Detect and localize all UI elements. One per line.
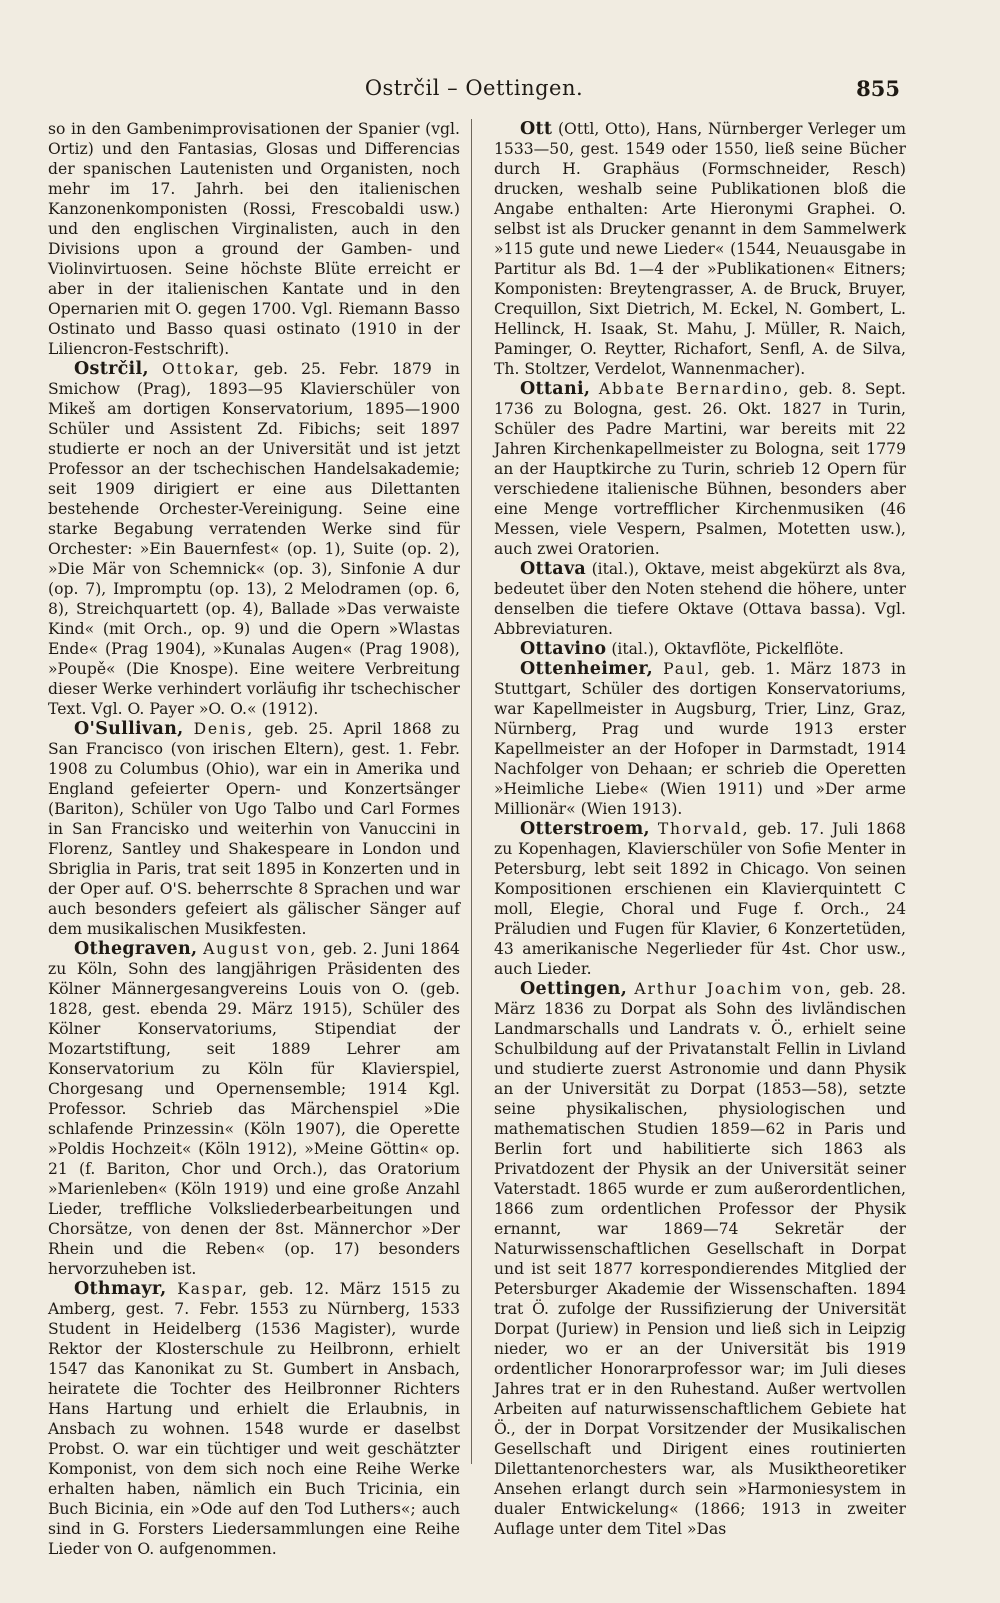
entry-oettingen	[494, 979, 906, 1539]
entry-given-name: Arthur Joachim von,	[634, 980, 833, 998]
entry-othegraven	[48, 939, 460, 1279]
entry-headword: Ottava	[520, 559, 587, 579]
entry-headword: Otterstroem,	[520, 819, 650, 839]
entry-given-name: Thorvald,	[657, 820, 750, 838]
right-column	[494, 119, 906, 1539]
entry-headword: Othmayr,	[74, 1279, 167, 1299]
entry-text: Oktave, meist abgekürzt als 8va, bedeutet über den Noten stehend die höhere, unter denselben die tiefere Oktave (Ottava bassa). Vgl. Abbreviaturen.	[494, 560, 906, 638]
column-divider	[471, 119, 472, 1464]
entry-text: geb. 25. Febr. 1879 in Smichow (Prag), 1893—95 Klavierschüler von Mikeš am dortigen Konservatorium, 1895—1900 Schüler und Assistent Zd. Fibichs; seit 1897 studierte er noch an der Universität und ist jetzt Professor an der tschechischen Handelsakademie; seit 1909 dirigiert er eine aus Dilettanten bestehende Orchester-Vereinigung. Seine eine starke Begabung verratenden Werke sind für Orchester: »Ein Bauernfest« (op. 1), Suite (op. 2), »Die Mär von Schemnick« (op. 3), Sinfonie A dur (op. 7), Impromptu (op. 13), 2 Melodramen (op. 6, 8), Streichquartett (op. 4), Ballade »Das verwaiste Kind« (mit Orch., op. 9) und die Opern »Wlastas Ende« (Prag 1904), »Kunalas Augen« (Prag 1908), »Poupě« (Die Knospe). Eine weitere Verbreitung dieser Werke verhindert vorläufig ihr tschechischer Text. Vgl. O. Payer »O. O.« (1912).	[48, 360, 460, 718]
entry-ottavino	[494, 639, 906, 659]
entry-given-name: (Ottl, Otto), Hans,	[557, 120, 703, 138]
page-header	[48, 76, 900, 110]
entry-headword: Ottavino	[520, 639, 607, 659]
entry-given-name: August von,	[203, 940, 318, 958]
entry-text: geb. 28. März 1836 zu Dorpat als Sohn des livländischen Landmarschalls und Landrats v. Ö., erhielt seine Schulbildung auf der Privatanstalt Fellin in Livland und studierte zuerst Astronomie und dann Physik an der Universität zu Dorpat (1853—58), setzte seine physikalischen, physiologischen und mathematischen Studien 1859—62 in Paris und Berlin fort und habilitierte sich 1863 als Privatdozent der Physik an der Universität seiner Vaterstadt. 1865 wurde er zum außerordentlichen, 1866 zum ordentlichen Professor der Physik ernannt, war 1869—74 Sekretär der Naturwissenschaftlichen Gesellschaft in Dorpat und ist seit 1877 korrespondierendes Mitglied der Petersburger Akademie der Wissenschaften. 1894 trat Ö. zufolge der Russifizierung der Universität Dorpat (Juriew) in Pension und ließ sich in Leipzig nieder, wo er an der Universität bis 1919 ordentlicher Honorarprofessor war; im Juli dieses Jahres trat er in den Ruhestand. Außer wertvollen Arbeiten auf naturwissenschaftlichem Gebiete hat Ö., der in Dorpat Vorsitzender der Musikalischen Gesellschaft und Dirigent eines routinierten Dilettantenorchesters war, als Musiktheoretiker Ansehen erlangt durch sein »Harmoniesystem in dualer Entwickelung« (1866; 1913 in zweiter Auflage unter dem Titel »Das	[494, 980, 906, 1538]
entry-ottenheimer	[494, 659, 906, 819]
entry-osullivan	[48, 719, 460, 939]
entry-text: Nürnberger Verleger um 1533—50, gest. 1549 oder 1550, ließ seine Bücher durch H. Graphäus (Formschneider, Resch) drucken, weshalb seine Publikationen bloß die Angabe enthalten: Arte Hieronymi Graphei. O. selbst ist als Drucker genannt in dem Sammelwerk »115 gute und newe Lieder« (1544, Neuausgabe in Partitur als Bd. 1—4 der »Publikationen« Eitners; Komponisten: Breytengrasser, A. de Bruck, Bruyer, Crequillon, Sixt Dietrich, M. Eckel, N. Gombert, L. Hellinck, H. Isaak, St. Mahu, J. Müller, R. Naich, Paminger, O. Reytter, Richafort, Senfl, A. de Silva, Th. Stoltzer, Verdelot, Wannenmacher).	[494, 120, 906, 378]
entry-text: geb. 8. Sept. 1736 zu Bologna, gest. 26. Okt. 1827 in Turin, Schüler des Padre Martini, war bereits mit 22 Jahren Kirchenkapellmeister zu Bologna, seit 1779 an der Hauptkirche zu Turin, schrieb 12 Opern für verschiedene italienische Bühnen, besonders aber eine Menge vortrefflicher Kirchenmusiken (46 Messen, viele Vespern, Psalmen, Motetten usw.), auch zwei Oratorien.	[494, 380, 906, 558]
entry-given-name: Ottokar,	[162, 360, 241, 378]
entry-given-name: Kaspar,	[177, 1280, 249, 1298]
entry-given-name: Paul,	[663, 660, 712, 678]
entry-given-name: (ital.),	[611, 640, 659, 658]
entry-ottava	[494, 559, 906, 639]
entry-continuation	[48, 119, 460, 359]
entry-headword: O'Sullivan,	[74, 719, 184, 739]
left-column	[48, 119, 460, 1559]
entry-text: geb. 12. März 1515 zu Amberg, gest. 7. Febr. 1553 zu Nürnberg, 1533 Student in Heidelberg (1536 Magister), wurde Rektor der Klosterschule zu Heilbronn, erhielt 1547 das Kanonikat zu St. Gumbert in Ansbach, heiratete die Tochter des Heilbronner Richters Hans Hartung und erhielt die Erlaubnis, in Ansbach zu wohnen. 1548 wurde er daselbst Probst. O. war ein tüchtiger und weit geschätzter Komponist, von dem sich noch eine Reihe Werke erhalten haben, nämlich ein Buch Tricinia, ein Buch Bicinia, ein »Ode auf den Tod Luthers«; auch sind in G. Forsters Liedersammlungen eine Reihe Lieder von O. aufgenommen.	[48, 1280, 460, 1558]
entry-text: Oktavflöte, Pickelflöte.	[663, 640, 844, 658]
entry-given-name: Abbate Bernardino,	[598, 380, 791, 398]
entry-othmayr	[48, 1279, 460, 1559]
entry-otterstroem	[494, 819, 906, 979]
entry-text: geb. 25. April 1868 zu San Francisco (von irischen Eltern), gest. 1. Febr. 1908 zu Columbus (Ohio), war ein in Amerika und England gefeierter Opern- und Konzertsänger (Bariton), Schüler von Ugo Talbo und Carl Formes in San Francisko und weiterhin von Vanuccini in Florenz, Santley und Shakespeare in London und Sbriglia in Paris, trat seit 1895 in Konzerten und in der Oper auf. O'S. beherrschte 8 Sprachen und war auch besonders gefeiert als gälischer Sänger auf dem musikalischen Musikfesten.	[48, 720, 460, 938]
entry-text: geb. 2. Juni 1864 zu Köln, Sohn des langjährigen Präsidenten des Kölner Männergesangvereins Louis von O. (geb. 1828, gest. ebenda 29. März 1915), Schüler des Kölner Konservatoriums, Stipendiat der Mozartstiftung, seit 1889 Lehrer am Konservatorium zu Köln für Klavierspiel, Chorgesang und Opernensemble; 1914 Kgl. Professor. Schrieb das Märchenspiel »Die schlafende Prinzessin« (Köln 1907), die Operette »Poldis Hochzeit« (Köln 1912), »Meine Göttin« op. 21 (f. Bariton, Chor und Orch.), das Oratorium »Marienleben« (Köln 1919) und eine große Anzahl Lieder, treffliche Volksliederbearbeitungen und Chorsätze, von denen der 8st. Männerchor »Der Rhein und die Reben« (op. 17) besonders hervorzuheben ist.	[48, 940, 460, 1278]
entry-headword: Oettingen,	[520, 979, 628, 999]
entry-headword: Ottani,	[520, 379, 591, 399]
entry-text: geb. 17. Juli 1868 zu Kopenhagen, Klavierschüler von Sofie Menter in Petersburg, lebt seit 1892 in Chicago. Von seinen Kompositionen erschienen ein Klavierquintett C moll, Elegie, Choral und Fuge f. Orch., 24 Präludien und Fugen für Klavier, 6 Konzertetüden, 43 amerikanische Negerlieder für 4st. Chor usw., auch Lieder.	[494, 820, 906, 978]
entry-text: so in den Gambenimprovisationen der Spanier (vgl. Ortiz) und den Fantasias, Glosas und Differencias der spanischen Lautenisten und Organisten, noch mehr im 17. Jahrh. bei den italienischen Kanzonenkomponisten (Rossi, Frescobaldi usw.) und den englischen Virginalisten, auch in den Divisions upon a ground der Gamben- und Violinvirtuosen. Seine höchste Blüte erreicht er aber in der italienischen Kantate und in den Opernarien mit O. gegen 1700. Vgl. Riemann Basso Ostinato und Basso quasi ostinato (1910 in der Liliencron-Festschrift).	[48, 120, 460, 358]
entry-headword: Othegraven,	[74, 939, 198, 959]
entry-headword: Ott	[520, 119, 553, 139]
entry-given-name: (ital.),	[591, 560, 640, 578]
entry-ostrcil	[48, 359, 460, 719]
entry-text: geb. 1. März 1873 in Stuttgart, Schüler des dortigen Konservatoriums, war Kapellmeister in Augsburg, Trier, Linz, Graz, Nürnberg, Prag und wurde 1913 erster Kapellmeister an der Hofoper in Darmstadt, 1914 Nachfolger von Dehaan; er schrieb die Operetten »Heimliche Liebe« (Wien 1911) und »Der arme Millionär« (Wien 1913).	[494, 660, 906, 818]
running-title: Ostrčil – Oettingen.	[364, 76, 584, 100]
entry-ottani	[494, 379, 906, 559]
entry-headword: Ostrčil,	[74, 359, 149, 379]
entry-ott	[494, 119, 906, 379]
entry-given-name: Denis,	[193, 720, 255, 738]
page-number: 855	[856, 76, 900, 101]
entry-headword: Ottenheimer,	[520, 659, 654, 679]
